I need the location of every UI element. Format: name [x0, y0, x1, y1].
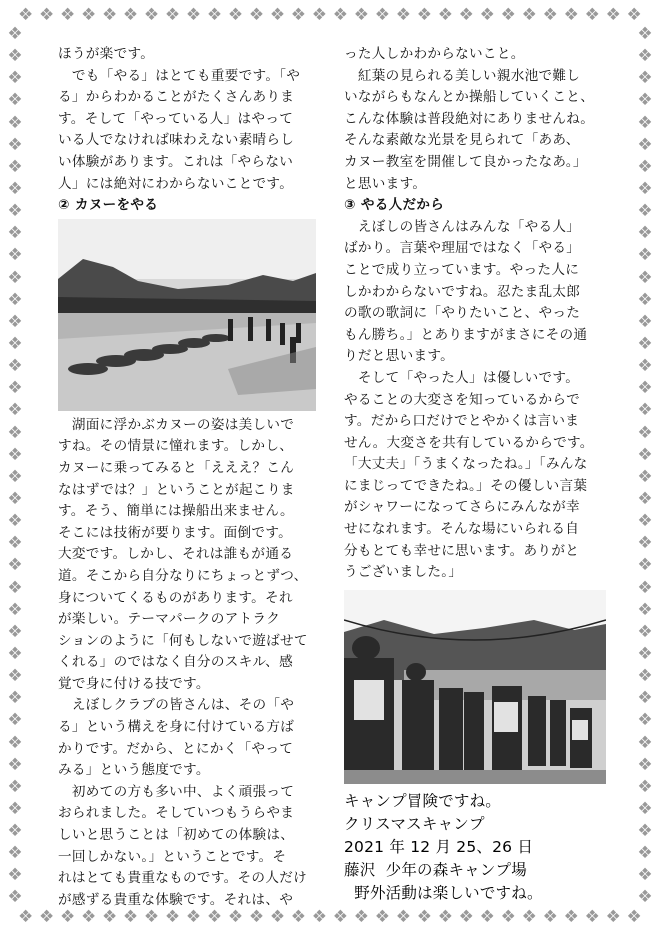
border-ornament-icon: ❖	[7, 776, 23, 797]
canoes-on-lakeshore-photo	[58, 219, 316, 411]
border-ornament-icon: ❖	[584, 907, 600, 927]
border-ornament-icon: ❖	[637, 267, 653, 288]
border-ornament-icon: ❖	[7, 821, 23, 842]
border-ornament-icon: ❖	[395, 5, 411, 25]
border-ornament-icon: ❖	[7, 90, 23, 111]
border-ornament-icon: ❖	[637, 245, 653, 266]
border-ornament-icon: ❖	[7, 599, 23, 620]
border-ornament-icon: ❖	[7, 400, 23, 421]
border-ornament-icon: ❖	[101, 5, 118, 25]
border-ornament-icon: ❖	[395, 907, 411, 927]
border-ornament-icon: ❖	[626, 907, 642, 927]
border-ornament-icon: ❖	[637, 488, 653, 509]
border-ornament-icon: ❖	[637, 444, 653, 465]
border-ornament-icon: ❖	[637, 843, 653, 864]
border-ornament-icon: ❖	[7, 134, 23, 155]
border-ornament-icon: ❖	[637, 178, 653, 199]
border-ornament-icon: ❖	[416, 5, 432, 25]
caption-line-1: キャンプ冒険ですね。	[344, 791, 502, 810]
border-ornament-icon: ❖	[7, 422, 23, 443]
border-ornament-icon: ❖	[637, 577, 653, 598]
border-ornament-icon: ❖	[637, 754, 653, 775]
left-paragraph-canoe: 湖面に浮かぶカヌーの姿は美しいで すね。その情景に憧れます。しかし、 カヌーに乗ってみると「えええ？こん なはずでは？」ということが起こりま す。そう、簡単には操船出来ません。 そこには技術が要ります。面倒です。 大変です。しかし、それは誰もが通る 道。そこから自分なりにちょっとずつ、 身についてくるものがあります。それ が楽しい。テーマパークのアトラク ションのように「何もしないで遊ばせて くれる」のではなく自分のスキル、感 覚で身に付ける技です。 えぼしクラブの皆さんは、その「や る」という構えを身に付けている方ば かりです。だから、とにかく「やって みる」という態度です。 初めての方も多い中、よく頑張って おられました。そしていつもうらやま しいと思うことは「初めての体験は、 一回しかない。」ということです。そ れはとても貴重なものです。その人だけ が感ずる貴重な体験です。それは、や	[58, 416, 308, 908]
border-ornament-icon: ❖	[637, 732, 653, 753]
border-ornament-icon: ❖	[637, 821, 653, 842]
border-ornament-icon: ❖	[185, 907, 202, 927]
border-ornament-icon: ❖	[637, 311, 653, 332]
right-paragraph-doers: えぼしの皆さんはみんな「やる人」 ばかり。言葉や理屈ではなく「やる」 ことで成り立っています。やった人に しかわからないですね。忍たま乱太郎 の歌の歌詞に「やりたいこと、やった もん勝ち。」とありますがまさにその通 りだと思います。 そして「やった人」は優しいです。 やることの大変さを知っているからで す。だから口だけでとやかくは言いま せん。大変さを共有しているからです。 「大丈夫」「うまくなったね。」「みんな にまじってできたね。」その優しい言葉 がシャワーになってさらにみんなが幸 せになれます。そんな場にいられる自 分もとても幸せに思います。ありがと うございました。」	[344, 218, 594, 581]
border-ornament-icon: ❖	[7, 46, 23, 67]
border-ornament-icon: ❖	[38, 907, 55, 927]
border-ornament-icon: ❖	[605, 907, 621, 927]
border-ornament-icon: ❖	[269, 907, 286, 927]
border-ornament-icon: ❖	[7, 798, 23, 819]
caption-line-4: 藤沢 少年の森キャンプ場	[344, 860, 527, 879]
border-ornament-icon: ❖	[637, 710, 653, 731]
border-ornament-icon: ❖	[605, 5, 621, 25]
group-at-suspension-bridge-lake-photo	[344, 590, 606, 784]
border-ornament-icon: ❖	[7, 621, 23, 642]
border-ornament-icon: ❖	[637, 333, 653, 354]
border-ornament-icon: ❖	[637, 511, 653, 532]
border-ornament-icon: ❖	[637, 776, 653, 797]
border-ornament-icon: ❖	[637, 378, 653, 399]
photo-caption	[344, 790, 609, 905]
border-ornament-icon: ❖	[479, 907, 495, 927]
border-ornament-icon: ❖	[479, 5, 495, 25]
border-ornament-icon: ❖	[563, 907, 579, 927]
border-ornament-icon: ❖	[7, 488, 23, 509]
border-ornament-icon: ❖	[7, 201, 23, 222]
border-ornament-icon: ❖	[353, 5, 369, 25]
decorative-border-right	[634, 24, 656, 908]
border-ornament-icon: ❖	[38, 5, 55, 25]
border-ornament-icon: ❖	[7, 754, 23, 775]
border-ornament-icon: ❖	[185, 5, 202, 25]
border-ornament-icon: ❖	[637, 68, 653, 89]
border-ornament-icon: ❖	[290, 5, 307, 25]
border-ornament-icon: ❖	[59, 907, 76, 927]
caption-line-3: 2021 年 12 月 25、26 日	[344, 837, 534, 856]
border-ornament-icon: ❖	[311, 907, 328, 927]
border-ornament-icon: ❖	[353, 907, 369, 927]
border-ornament-icon: ❖	[637, 134, 653, 155]
border-ornament-icon: ❖	[458, 5, 474, 25]
border-ornament-icon: ❖	[206, 907, 223, 927]
border-ornament-icon: ❖	[637, 90, 653, 111]
caption-line-2: クリスマスキャンプ	[344, 814, 485, 833]
border-ornament-icon: ❖	[626, 5, 642, 25]
border-ornament-icon: ❖	[7, 24, 23, 44]
left-paragraph-intro: ほうが楽です。 でも「やる」はとても重要です。「や る」からわかることがたくさんありま す。そして「やっている人」はやって いる人でなければ味わえない素晴らし い体験があります。これは「やらない 人」には絶対にわからないことです。	[58, 46, 301, 192]
border-ornament-icon: ❖	[122, 907, 139, 927]
border-ornament-icon: ❖	[122, 5, 139, 25]
border-ornament-icon: ❖	[269, 5, 286, 25]
border-ornament-icon: ❖	[7, 466, 23, 487]
border-ornament-icon: ❖	[227, 907, 244, 927]
border-ornament-icon: ❖	[7, 68, 23, 89]
left-column	[58, 44, 323, 911]
border-ornament-icon: ❖	[637, 887, 653, 908]
border-ornament-icon: ❖	[7, 444, 23, 465]
border-ornament-icon: ❖	[637, 289, 653, 310]
decorative-border-top	[18, 4, 642, 26]
border-ornament-icon: ❖	[7, 865, 23, 886]
border-ornament-icon: ❖	[637, 223, 653, 244]
border-ornament-icon: ❖	[563, 5, 579, 25]
border-ornament-icon: ❖	[637, 201, 653, 222]
border-ornament-icon: ❖	[7, 666, 23, 687]
border-ornament-icon: ❖	[500, 907, 516, 927]
border-ornament-icon: ❖	[311, 5, 328, 25]
border-ornament-icon: ❖	[637, 643, 653, 664]
border-ornament-icon: ❖	[7, 843, 23, 864]
border-ornament-icon: ❖	[637, 798, 653, 819]
border-ornament-icon: ❖	[18, 907, 34, 927]
border-ornament-icon: ❖	[584, 5, 600, 25]
border-ornament-icon: ❖	[437, 5, 453, 25]
caption-line-5: 野外活動は楽しいですね。	[344, 883, 543, 902]
border-ornament-icon: ❖	[7, 710, 23, 731]
border-ornament-icon: ❖	[637, 466, 653, 487]
border-ornament-icon: ❖	[7, 643, 23, 664]
border-ornament-icon: ❖	[542, 907, 558, 927]
border-ornament-icon: ❖	[7, 156, 23, 177]
border-ornament-icon: ❖	[7, 555, 23, 576]
border-ornament-icon: ❖	[18, 5, 34, 25]
border-ornament-icon: ❖	[7, 112, 23, 133]
border-ornament-icon: ❖	[637, 46, 653, 67]
border-ornament-icon: ❖	[458, 907, 474, 927]
border-ornament-icon: ❖	[80, 5, 97, 25]
border-ornament-icon: ❖	[164, 907, 181, 927]
border-ornament-icon: ❖	[7, 178, 23, 199]
border-ornament-icon: ❖	[637, 533, 653, 554]
border-ornament-icon: ❖	[637, 356, 653, 377]
right-column	[344, 44, 609, 905]
border-ornament-icon: ❖	[637, 112, 653, 133]
border-ornament-icon: ❖	[7, 732, 23, 753]
border-ornament-icon: ❖	[7, 533, 23, 554]
border-ornament-icon: ❖	[7, 311, 23, 332]
border-ornament-icon: ❖	[637, 599, 653, 620]
border-ornament-icon: ❖	[290, 907, 307, 927]
section-heading-canoe: ② カヌーをやる	[58, 197, 159, 214]
border-ornament-icon: ❖	[7, 289, 23, 310]
border-ornament-icon: ❖	[332, 5, 349, 25]
border-ornament-icon: ❖	[7, 333, 23, 354]
border-ornament-icon: ❖	[521, 5, 537, 25]
border-ornament-icon: ❖	[637, 621, 653, 642]
border-ornament-icon: ❖	[7, 267, 23, 288]
border-ornament-icon: ❖	[500, 5, 516, 25]
border-ornament-icon: ❖	[143, 5, 160, 25]
border-ornament-icon: ❖	[80, 907, 97, 927]
border-ornament-icon: ❖	[143, 907, 160, 927]
border-ornament-icon: ❖	[542, 5, 558, 25]
section-heading-doers: ③ やる人だから	[344, 197, 445, 214]
border-ornament-icon: ❖	[59, 5, 76, 25]
border-ornament-icon: ❖	[374, 5, 390, 25]
border-ornament-icon: ❖	[7, 378, 23, 399]
border-ornament-icon: ❖	[7, 223, 23, 244]
border-ornament-icon: ❖	[248, 5, 265, 25]
border-ornament-icon: ❖	[637, 422, 653, 443]
border-ornament-icon: ❖	[637, 400, 653, 421]
border-ornament-icon: ❖	[101, 907, 118, 927]
border-ornament-icon: ❖	[248, 907, 265, 927]
border-ornament-icon: ❖	[637, 666, 653, 687]
border-ornament-icon: ❖	[637, 865, 653, 886]
border-ornament-icon: ❖	[416, 907, 432, 927]
border-ornament-icon: ❖	[637, 156, 653, 177]
border-ornament-icon: ❖	[227, 5, 244, 25]
border-ornament-icon: ❖	[637, 555, 653, 576]
border-ornament-icon: ❖	[374, 907, 390, 927]
border-ornament-icon: ❖	[7, 688, 23, 709]
border-ornament-icon: ❖	[7, 356, 23, 377]
right-paragraph-intro: った人しかわからないこと。 紅葉の見られる美しい親水池で難し いながらもなんとか操船していくこと、 こんな体験は普段絶対にありませんね。 そんな素敵な光景を見られて「ああ、 カヌー教室を開催して良かったなあ。」 と思います。	[344, 46, 595, 192]
border-ornament-icon: ❖	[637, 24, 653, 44]
border-ornament-icon: ❖	[637, 688, 653, 709]
border-ornament-icon: ❖	[521, 907, 537, 927]
border-ornament-icon: ❖	[332, 907, 349, 927]
border-ornament-icon: ❖	[437, 907, 453, 927]
border-ornament-icon: ❖	[164, 5, 181, 25]
border-ornament-icon: ❖	[7, 887, 23, 908]
decorative-border-left	[4, 24, 26, 908]
border-ornament-icon: ❖	[206, 5, 223, 25]
border-ornament-icon: ❖	[7, 245, 23, 266]
border-ornament-icon: ❖	[7, 511, 23, 532]
border-ornament-icon: ❖	[7, 577, 23, 598]
